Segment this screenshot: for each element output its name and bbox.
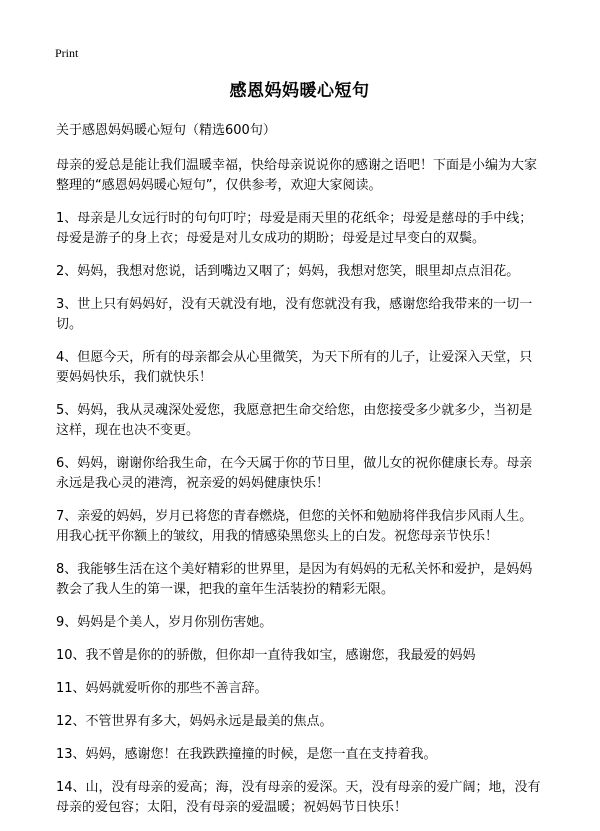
- list-item-13: 13、妈妈，感谢您！在我跌跌撞撞的时候，是您一直在支持着我。: [56, 747, 437, 762]
- list-item-3: 3、世上只有妈妈好，没有天就没有地，没有您就没有我，感谢您给我带来的一切一切。: [56, 297, 533, 332]
- page-title: 感恩妈妈暖心短句: [229, 81, 370, 101]
- list-item-6: 6、妈妈，谢谢你给我生命，在今天属于你的节日里，做儿女的祝你健康长寿。母亲永远是我心灵的港湾，祝亲爱的妈妈健康快乐！: [56, 456, 533, 491]
- article-subtitle: 关于感恩妈妈暖心短句（精选600句）: [56, 123, 276, 138]
- list-item-12: 12、不管世界有多大，妈妈永远是最美的焦点。: [56, 714, 333, 729]
- list-item-14: 14、山，没有母亲的爱高；海，没有母亲的爱深。天，没有母亲的爱广阔；地，没有母亲的爱包容；太阳，没有母亲的爱温暖；祝妈妈节日快乐！: [56, 780, 541, 815]
- list-item-7: 7、亲爱的妈妈，岁月已将您的青春燃烧，但您的关怀和勉励将伴我信步风雨人生。用我心抚平你额上的皱纹，用我的情感染黑您头上的白发。祝您母亲节快乐！: [56, 509, 533, 544]
- list-item-8: 8、我能够生活在这个美好精彩的世界里，是因为有妈妈的无私关怀和爱护，是妈妈教会了我人生的第一课，把我的童年生活装扮的精彩无限。: [56, 562, 533, 597]
- list-item-9: 9、妈妈是个美人，岁月你别伤害她。: [56, 615, 273, 630]
- print-link[interactable]: Print: [55, 46, 79, 60]
- list-item-1: 1、母亲是儿女远行时的句句叮咛；母爱是雨天里的花纸伞；母爱是慈母的手中线；母爱是游子的身上衣；母爱是对儿女成功的期盼；母爱是过早变白的双鬓。: [56, 211, 533, 246]
- list-item-10: 10、我不曾是你的的骄傲，但你却一直待我如宝，感谢您，我最爱的妈妈: [56, 648, 476, 663]
- intro-paragraph: 母亲的爱总是能让我们温暖幸福，快给母亲说说你的感谢之语吧！下面是小编为大家整理的“感恩妈妈暖心短句”，仅供参考，欢迎大家阅读。: [56, 158, 538, 193]
- list-item-11: 11、妈妈就爱听你的那些不善言辞。: [56, 681, 268, 696]
- list-item-5: 5、妈妈，我从灵魂深处爱您，我愿意把生命交给您，由您接受多少就多少，当初是这样，现在也决不变更。: [56, 403, 533, 438]
- article-body: [56, 122, 543, 831]
- list-item-2: 2、妈妈，我想对您说，话到嘴边又咽了；妈妈，我想对您笑，眼里却点点泪花。: [56, 264, 520, 279]
- list-item-4: 4、但愿今天，所有的母亲都会从心里微笑，为天下所有的儿子，让爱深入天堂，只要妈妈快乐，我们就快乐！: [56, 350, 533, 385]
